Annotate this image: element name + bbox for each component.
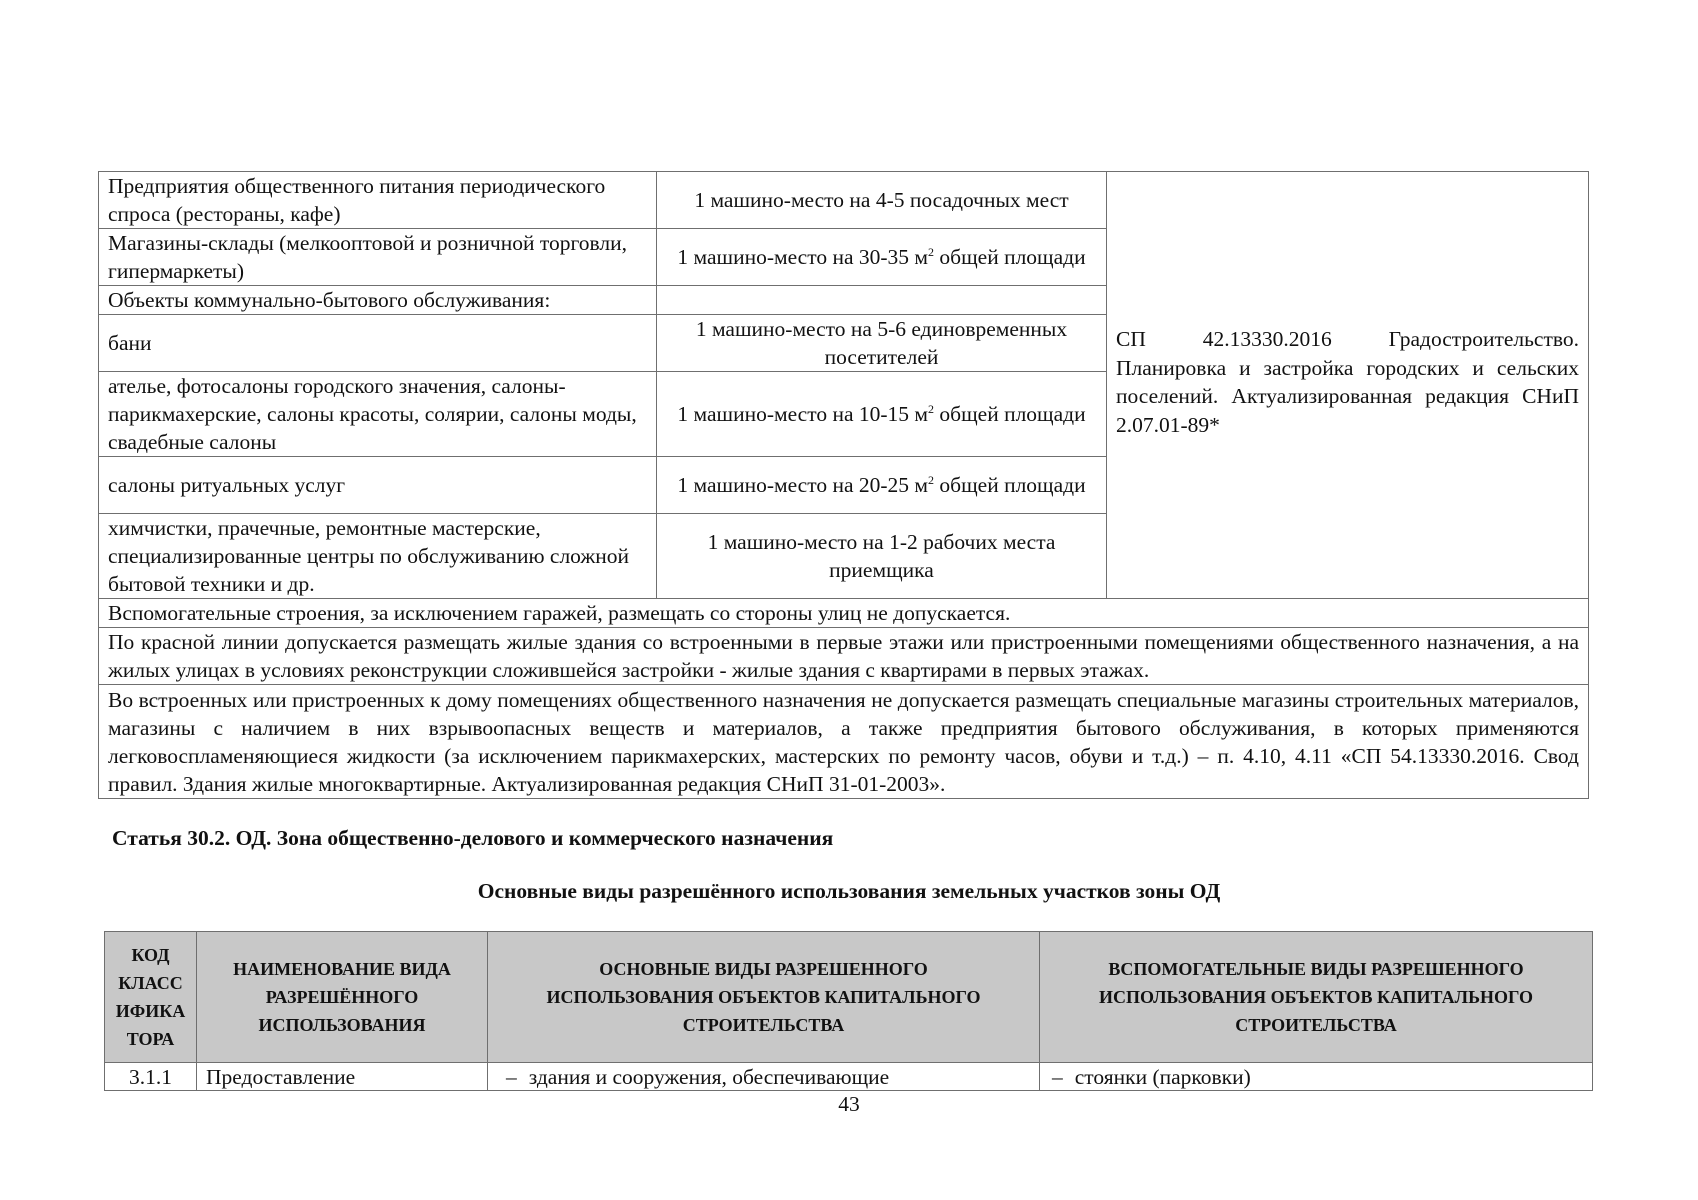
aux-uses-cell: – стоянки (парковки)	[1040, 1063, 1593, 1091]
norm-cell: 1 машино-место на 20-25 $м^2$ общей площади	[657, 457, 1107, 514]
table-header-row	[105, 932, 1593, 1063]
table-row	[105, 1063, 1593, 1091]
object-cell: Предприятия общественного питания периодического спроса (рестораны, кафе)	[99, 172, 657, 229]
header-aux-uses: ВСПОМОГАТЕЛЬНЫЕ ВИДЫ РАЗРЕШЕННОГО ИСПОЛЬЗОВАНИЯ ОБЪЕКТОВ КАПИТАЛЬНОГО СТРОИТЕЛЬСТВА	[1040, 932, 1593, 1063]
object-cell: Объекты коммунально-бытового обслуживания:	[99, 286, 657, 315]
object-cell: салоны ритуальных услуг	[99, 457, 657, 514]
norm-cell: 1 машино-место на 30-35 $м^2$ общей площади	[657, 229, 1107, 286]
norm-cell: 1 машино-место на 1-2 рабочих места приемщика	[657, 514, 1107, 599]
header-main-uses: ОСНОВНЫЕ ВИДЫ РАЗРЕШЕННОГО ИСПОЛЬЗОВАНИЯ ОБЪЕКТОВ КАПИТАЛЬНОГО СТРОИТЕЛЬСТВА	[488, 932, 1040, 1063]
norm-cell	[657, 286, 1107, 315]
note-cell: Вспомогательные строения, за исключением гаражей, размещать со стороны улиц не допускается.	[99, 599, 1589, 628]
main-uses-cell: – здания и сооружения, обеспечивающие	[488, 1063, 1040, 1091]
table-row	[99, 172, 1589, 229]
norm-cell: 1 машино-место на 4-5 посадочных мест	[657, 172, 1107, 229]
table-row	[99, 628, 1589, 685]
header-code: КОД КЛАСС ИФИКА ТОРА	[105, 932, 197, 1063]
table-row	[99, 599, 1589, 628]
article-title: Статья 30.2. ОД. Зона общественно-делового и коммерческого назначения	[112, 826, 834, 850]
object-cell: Магазины-склады (мелкооптовой и розничной торговли, гипермаркеты)	[99, 229, 657, 286]
use-name-cell: Предоставление	[197, 1063, 488, 1091]
note-cell: По красной линии допускается размещать жилые здания со встроенными в первые этажи или пристроенными помещениями общественного назначения, а на жилых улицах в условиях реконструкции сложившейся застройки - жилые здания с квартирами в первых этажах.	[99, 628, 1589, 685]
table-row	[99, 685, 1589, 799]
header-use-name: НАИМЕНОВАНИЕ ВИДА РАЗРЕШЁННОГО ИСПОЛЬЗОВАНИЯ	[197, 932, 488, 1063]
object-cell: бани	[99, 315, 657, 372]
code-cell: 3.1.1	[105, 1063, 197, 1091]
table-title: Основные виды разрешённого использования земельных участков зоны ОД	[477, 879, 1221, 903]
object-cell: ателье, фотосалоны городского значения, салоны-парикмахерские, салоны красоты, солярии, салоны моды, свадебные салоны	[99, 372, 657, 457]
object-cell: химчистки, прачечные, ремонтные мастерские, специализированные центры по обслуживанию сложной бытовой техники и др.	[99, 514, 657, 599]
page-number: 43	[838, 1092, 860, 1116]
permitted-use-table	[104, 931, 1593, 1091]
norm-cell: 1 машино-место на 5-6 единовременных посетителей	[657, 315, 1107, 372]
norm-cell: 1 машино-место на 10-15 $м^2$ общей площади	[657, 372, 1107, 457]
reference-cell: СП 42.13330.2016 Градостроительство. Планировка и застройка городских и сельских поселений. Актуализированная редакция СНиП 2.07.01-89*	[1107, 172, 1589, 599]
note-cell: Во встроенных или пристроенных к дому помещениях общественного назначения не допускается размещать специальные магазины строительных материалов, магазины с наличием в них взрывоопасных веществ и материалов, а также предприятия бытового обслуживания, в которых применяются легковоспламеняющиеся жидкости (за исключением парикмахерских, мастерских по ремонту часов, обуви и т.д.) – п. 4.10, 4.11 «СП 54.13330.2016. Свод правил. Здания жилые многоквартирные. Актуализированная редакция СНиП 31-01-2003».	[99, 685, 1589, 799]
parking-norms-table	[98, 171, 1589, 799]
